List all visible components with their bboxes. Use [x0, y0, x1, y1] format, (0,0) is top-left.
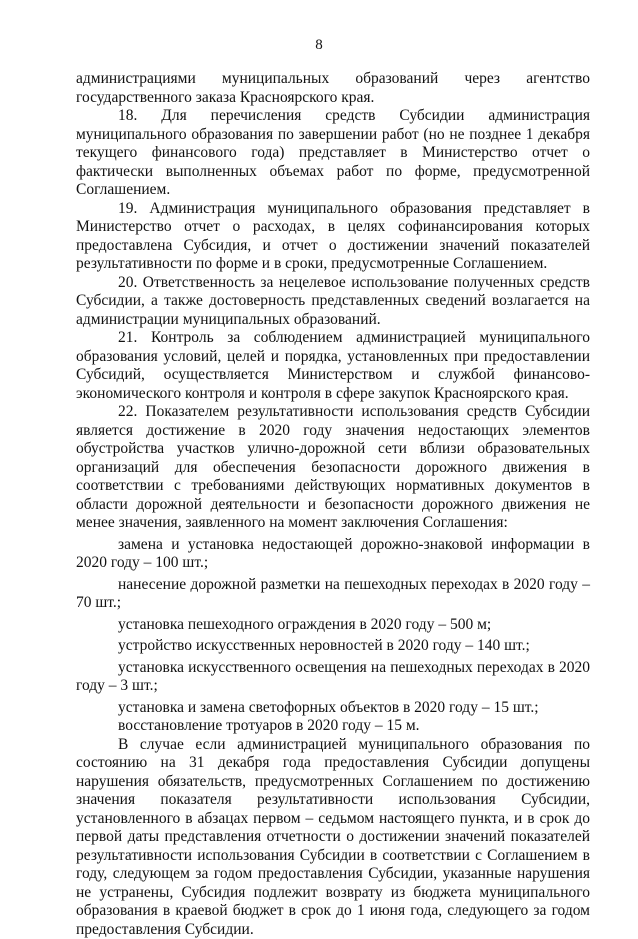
document-body [76, 70, 590, 939]
paragraph-21: 21. Контроль за соблюдением администрацией муниципального образования условий, целей и порядка, установленных при предоставлении Субсидий, осуществляется Министерством и службой финансово-экономического контроля и контроля в сфере закупок Красноярского края. [76, 329, 590, 403]
list-item-sidewalks: восстановление тротуаров в 2020 году – 15 м. [76, 717, 590, 736]
page-number: 8 [0, 37, 638, 54]
paragraph-20: 20. Ответственность за нецелевое использование полученных средств Субсидии, а также достоверность представленных сведений возлагается на администрации муниципальных образований. [76, 274, 590, 330]
paragraph-continuation: администрациями муниципальных образований через агентство государственного заказа Красноярского края. [76, 70, 590, 107]
list-item-road-signs: замена и установка недостающей дорожно-знаковой информации в 2020 году – 100 шт.; [76, 536, 590, 573]
paragraph-19: 19. Администрация муниципального образования представляет в Министерство отчет о расходах, в целях софинансирования которых предоставлена Субсидия, и отчет о достижении значений показателей результативности по форме и в сроки, предусмотренные Соглашением. [76, 200, 590, 274]
list-item-road-marking: нанесение дорожной разметки на пешеходных переходах в 2020 году – 70 шт.; [76, 576, 590, 613]
list-item-lighting: установка искусственного освещения на пешеходных переходах в 2020 году – 3 шт.; [76, 659, 590, 696]
paragraph-18: 18. Для перечисления средств Субсидии администрация муниципального образования по завершении работ (но не позднее 1 декабря текущего финансового года) представляет в Министерство отчет о фактически выполненных объемах работ по форме, предусмотренной Соглашением. [76, 107, 590, 200]
paragraph-refund-conditions: В случае если администрацией муниципального образования по состоянию на 31 декабря года предоставления Субсидии допущены нарушения обязательств, предусмотренных Соглашением по достижению значения показателя результативности использования Субсидии, установленного в абзацах первом – седьмом настоящего пункта, и в срок до первой даты представления отчетности о достижении значений показателей результативности использования Субсидии в соответствии с Соглашением в году, следующем за годом предоставления Субсидии, указанные нарушения не устранены, Субсидия подлежит возврату из бюджета муниципального образования в краевой бюджет в срок до 1 июня года, следующего за годом предоставления Субсидии. [76, 736, 590, 939]
list-item-pedestrian-fence: установка пешеходного ограждения в 2020 году – 500 м; [76, 616, 590, 635]
list-item-traffic-lights: установка и замена светофорных объектов в 2020 году – 15 шт.; [76, 699, 590, 718]
paragraph-22: 22. Показателем результативности использования средств Субсидии является достижение в 2020 году значения недостающих элементов обустройства участков улично-дорожной сети вблизи образовательных организаций для обеспечения безопасности дорожного движения в соответствии с требованиями действующих нормативных документов в области дорожной деятельности и безопасности дорожного движения не менее значения, заявленного на момент заключения Соглашения: [76, 403, 590, 533]
list-item-speed-bumps: устройство искусственных неровностей в 2020 году – 140 шт.; [76, 637, 590, 656]
